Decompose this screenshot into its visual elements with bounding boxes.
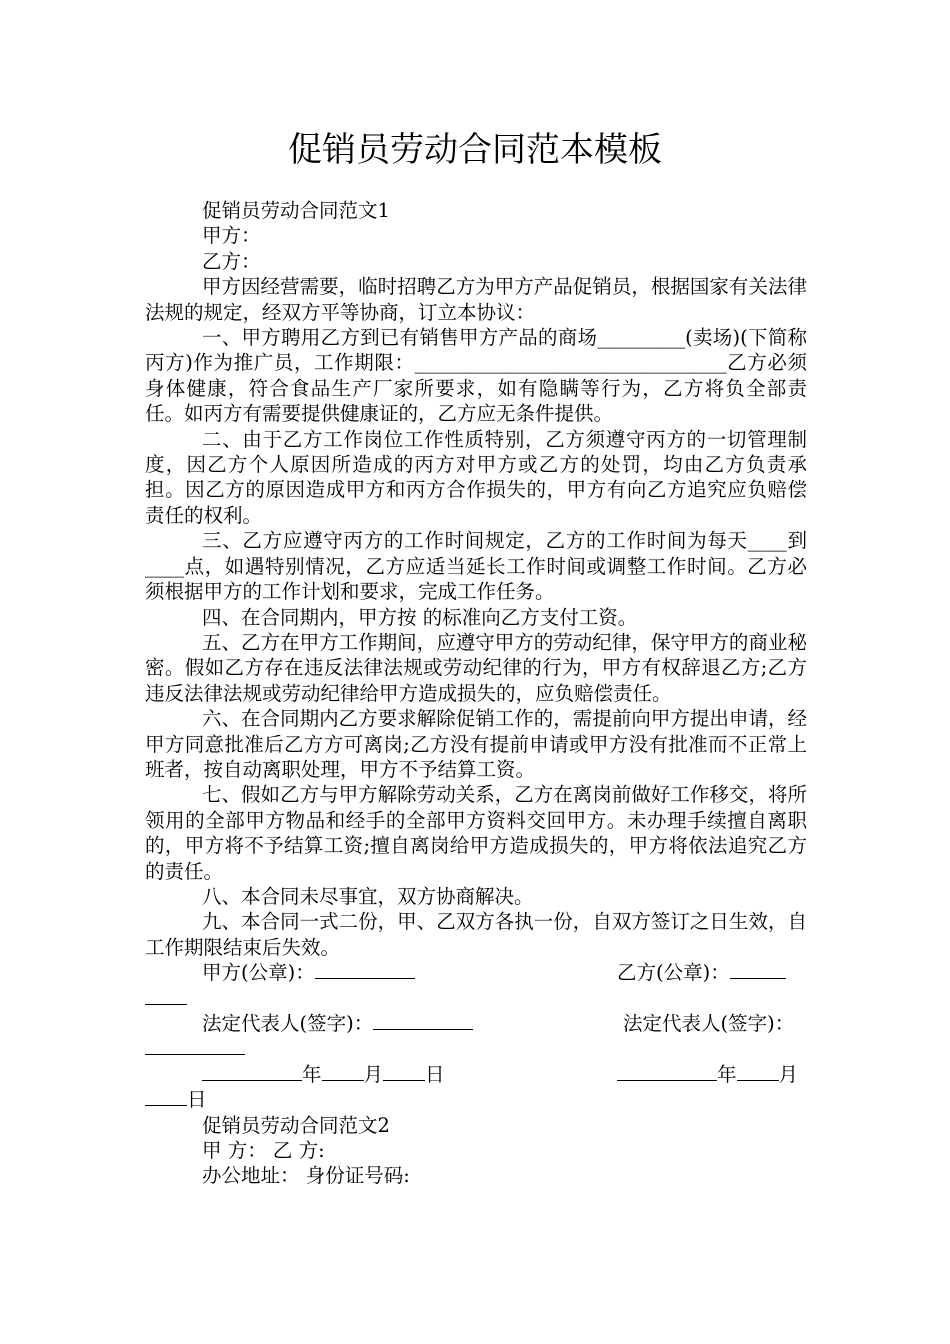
party-a-line: 甲方： <box>202 224 261 248</box>
clause-4: 四、在合同期内，甲方按 的标准向乙方支付工资。 <box>202 605 638 629</box>
clause-8: 八、本合同未尽事宜，双方协商解决。 <box>202 884 534 908</box>
seal-row <box>145 960 807 985</box>
party-b-seal-field: 乙方(公章)： <box>617 960 786 985</box>
date-b-field: 年 月 <box>617 1062 798 1087</box>
document-body <box>145 198 807 1189</box>
party-a-seal-field: 甲方(公章)： <box>202 960 415 985</box>
clause-6: 六、在合同期内乙方要求解除促销工作的，需提前向甲方提出申请，经甲方同意批准后乙方方可离岗;乙方没有提前申请或甲方没有批准而不正常上班者，按自动离职处理，甲方不予结算工资。 <box>145 707 807 781</box>
section-heading-2: 促销员劳动合同范文2 <box>202 1113 390 1137</box>
clause-7: 七、假如乙方与甲方解除劳动关系，乙方在离岗前做好工作移交，将所领用的全部甲方物品和经手的全部甲方资料交回甲方。未办理手续擅自离职的，甲方将不予结算工资;擅自离岗给甲方造成损失的，甲方将依法追究乙方的责任。 <box>145 783 807 883</box>
document-title: 促销员劳动合同范本模板 <box>288 130 662 170</box>
clause-3: 三、乙方应遵守丙方的工作时间规定，乙方的工作时间为每天____到____点，如遇特别情况，乙方应适当延长工作时间或调整工作时间。乙方必须根据甲方的工作计划和要求，完成工作任务。 <box>145 529 807 604</box>
clause-5: 五、乙方在甲方工作期间，应遵守甲方的劳动纪律，保守甲方的商业秘密。假如乙方存在违反法律法规或劳动纪律的行为，甲方有权辞退乙方;乙方违反法律法规或劳动纪律给甲方造成损失的，应负赔偿责任。 <box>145 630 807 705</box>
clause-1: 一、甲方聘用乙方到已有销售甲方产品的商场_________(卖场)(下简称丙方)作为推广员，工作期限：________________________________乙方必须身体健康，符合食品生产厂家所要求，如有隐瞒等行为，乙方将负全部责任。如丙方有需要提供健康证的，乙方应无条件提供。 <box>145 326 807 426</box>
address-id-line: 办公地址： 身份证号码: <box>202 1164 410 1188</box>
legal-rep-a-field: 法定代表人(签字)： <box>202 1011 473 1036</box>
date-a-field: 年 月 日 <box>202 1062 445 1087</box>
legal-rep-b-field: 法定代表人(签字)： <box>623 1011 795 1035</box>
preamble-paragraph: 甲方因经营需要，临时招聘乙方为甲方产品促销员，根据国家有关法律法规的规定，经双方平等协商，订立本协议： <box>145 275 807 324</box>
section-heading-1: 促销员劳动合同范文1 <box>202 199 390 222</box>
clause-2: 二、由于乙方工作岗位工作性质特别，乙方须遵守丙方的一切管理制度，因乙方个人原因所造成的丙方对甲方或乙方的处罚，均由乙方负责承担。因乙方的原因造成甲方和丙方合作损失的，甲方有向乙方追究应负赔偿责任的权利。 <box>145 427 807 527</box>
seal-row-continuation <box>145 986 807 1011</box>
party-b-line: 乙方： <box>202 249 261 273</box>
legal-rep-row <box>145 1011 807 1036</box>
date-row-continuation: 日 <box>145 1087 807 1112</box>
legal-rep-row-continuation <box>145 1036 807 1061</box>
date-row <box>145 1062 807 1087</box>
clause-9: 九、本合同一式二份，甲、乙双方各执一份，自双方签订之日生效，自工作期限结束后失效。 <box>145 910 807 959</box>
parties-line-2: 甲 方： 乙 方: <box>202 1138 325 1162</box>
